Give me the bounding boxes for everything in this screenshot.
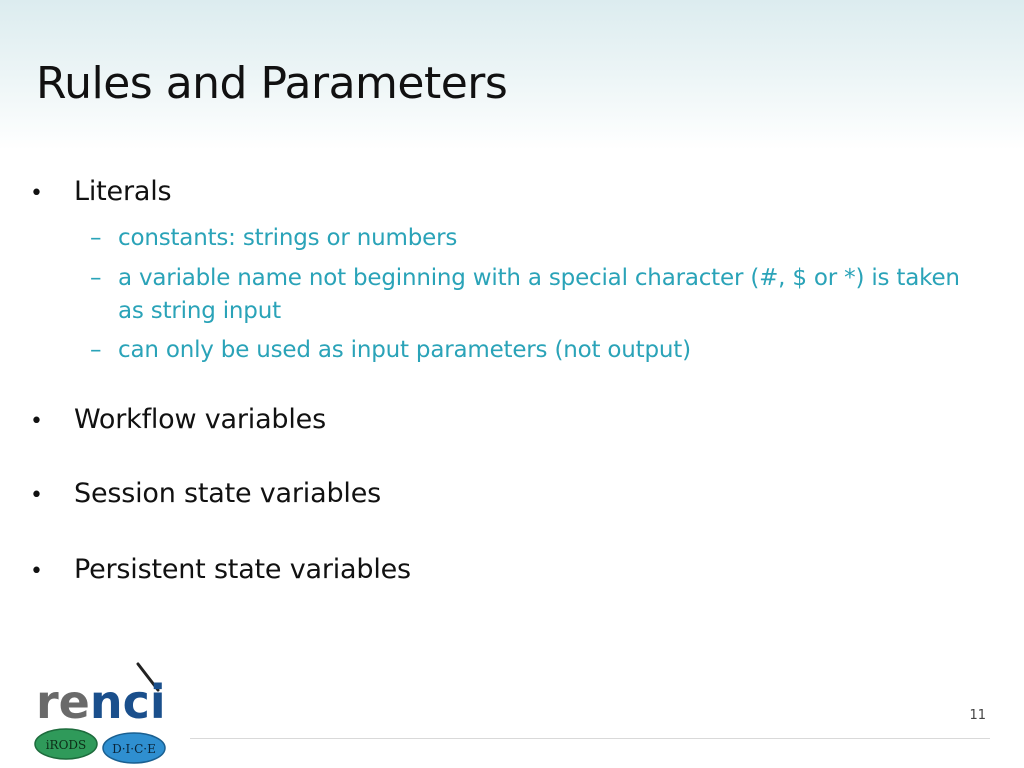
bullet-text: Persistent state variables: [74, 554, 411, 585]
dice-label: D·I·C·E: [112, 742, 156, 756]
bullet-marker: •: [30, 181, 43, 206]
bullet-marker: •: [30, 559, 43, 584]
irods-label: iRODS: [45, 738, 87, 752]
bullet-text: Session state variables: [74, 478, 381, 509]
footer-divider: [190, 738, 990, 739]
sub-bullet-item: [90, 222, 978, 255]
bullet-item: [30, 404, 326, 435]
renci-logo: [34, 660, 174, 765]
bullet-marker: •: [30, 483, 43, 508]
slide-title: Rules and Parameters: [36, 58, 508, 109]
bullet-text: Literals: [74, 176, 172, 207]
sub-bullet-marker: –: [90, 265, 102, 291]
sub-bullet-text: can only be used as input parameters (not output): [118, 337, 691, 363]
page-number: 11: [969, 708, 986, 723]
sub-bullet-marker: –: [90, 337, 102, 363]
renci-nci: nci: [89, 675, 166, 729]
bullet-item: [30, 478, 381, 509]
bullet-item: [30, 554, 411, 585]
renci-re: re: [36, 675, 90, 729]
sub-bullet-text: constants: strings or numbers: [118, 225, 458, 251]
bullet-item: [30, 176, 171, 207]
renci-wordmark: [36, 675, 166, 729]
sub-bullet-text: a variable name not beginning with a special character (#, $ or *) is taken as string input: [118, 265, 960, 324]
sub-bullet-marker: –: [90, 225, 102, 251]
bullet-marker: •: [30, 409, 43, 434]
bullet-text: Workflow variables: [74, 404, 326, 435]
sub-bullet-item: [90, 334, 978, 367]
sub-bullet-item: [90, 262, 978, 328]
